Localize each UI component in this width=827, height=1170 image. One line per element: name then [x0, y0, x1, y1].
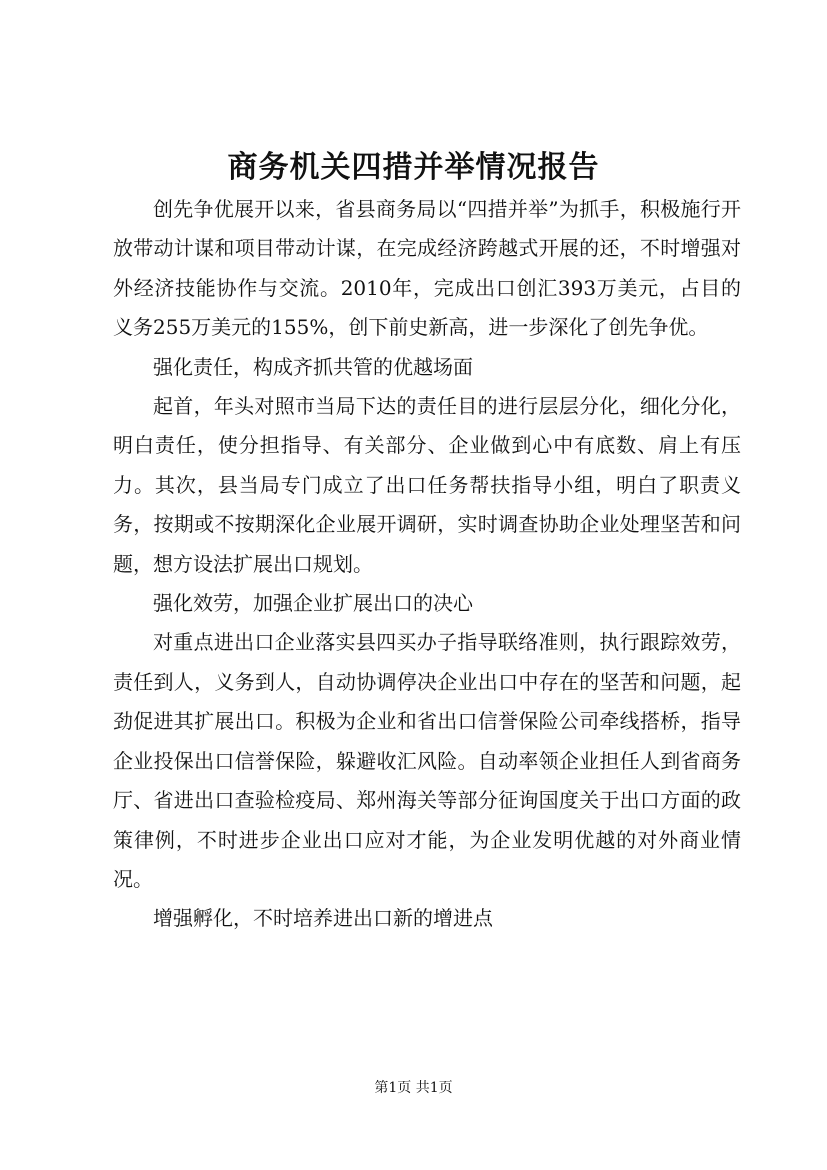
paragraph-responsibility: 起首，年头对照市当局下达的责任目的进行层层分化，细化分化，明白责任，使分担指导、有关部分、企业做到心中有底数、肩上有压力。其次，县当局专门成立了出口任务帮扶指导小组，明白了职责义务，按期或不按期深化企业展开调研，实时调查协助企业处理坚苦和问题，想方设法扩展出口规划。 [113, 394, 741, 576]
document-body [113, 190, 741, 939]
document-title: 商务机关四措并举情况报告 [227, 150, 600, 185]
paragraph-service: 对重点进出口企业落实县四买办子指导联络准则，执行跟踪效劳，责任到人，义务到人，自动协调停决企业出口中存在的坚苦和问题，起劲促进其扩展出口。积极为企业和省出口信誉保险公司牵线搭桥，指导企业投保出口信誉保险，躲避收汇风险。自动率领企业担任人到省商务厅、省进出口查验检疫局、郑州海关等部分征询国度关于出口方面的政策律例，不时进步企业出口应对才能，为企业发明优越的对外商业情况。 [113, 630, 741, 891]
section-heading-incubation: 增强孵化，不时培养进出口新的增进点 [153, 906, 493, 931]
paragraph-intro: 创先争优展开以来，省县商务局以“四措并举”为抓手，积极施行开放带动计谋和项目带动计谋，在完成经济跨越式开展的还，不时增强对外经济技能协作与交流。2010年，完成出口创汇393万美元，占目的义务255万美元的155%，创下前史新高，进一步深化了创先争优。 [113, 197, 741, 340]
section-heading-responsibility: 强化责任，构成齐抓共管的优越场面 [153, 354, 473, 379]
page-footer: 第1页 共1页 [374, 1080, 453, 1096]
section-heading-service: 强化效劳，加强企业扩展出口的决心 [153, 591, 473, 616]
